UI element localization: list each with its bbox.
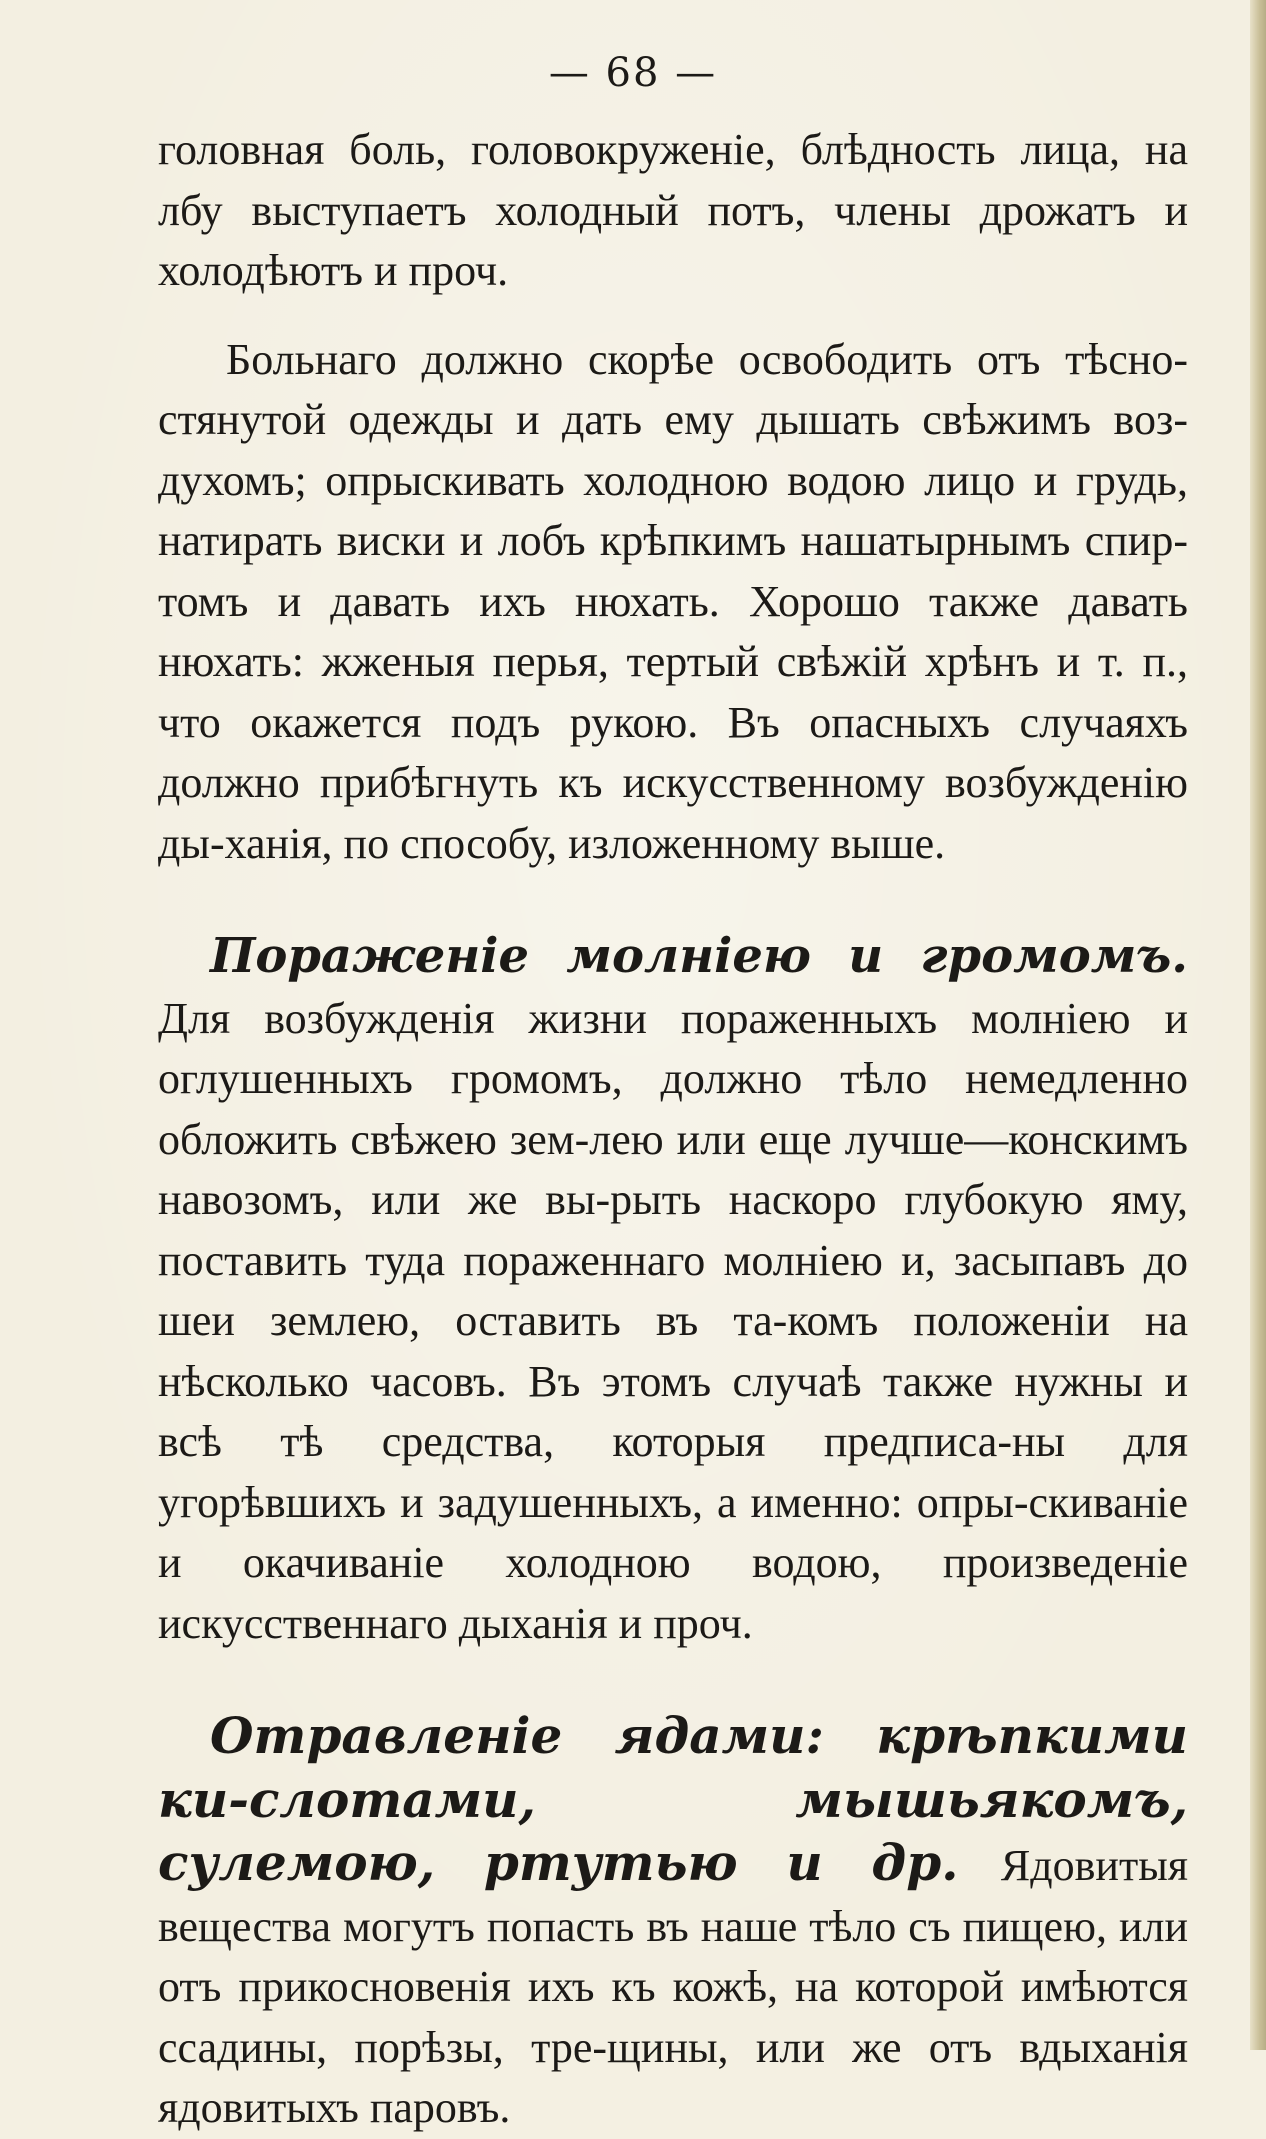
paragraph-lightning-body: Для возбужденія жизни пораженныхъ молніею и оглушенныхъ громомъ, должно тѣло немедленно обложить свѣжею зем-лею или еще лучше—конскимъ навозомъ, или же вы-рыть наскоро глубокую яму, поставить туда пораженнаго молніею и, засыпавъ до шеи землею, оставить въ та-комъ положеніи на нѣсколько часовъ. Въ этомъ случаѣ также нужны и всѣ тѣ средства, которыя предписа-ны для угорѣвшихъ и задушенныхъ, а именно: опры-скиваніе и окачиваніе холодною водою, произведеніе искусственнаго дыханія и проч.: [158, 993, 1188, 1648]
paragraph-symptoms: головная боль, головокруженіе, блѣдность лица, на лбу выступаетъ холодный потъ, члены дрожатъ и холодѣютъ и проч.: [158, 125, 1188, 295]
page-edge-shadow: [1250, 0, 1266, 2050]
page-number: — 68 —: [548, 50, 718, 96]
paragraph-poisoning: [158, 1706, 1188, 2139]
paragraph-lightning: [158, 926, 1188, 1654]
section-heading-lightning: Пораженіе молніею и громомъ.: [210, 928, 1188, 984]
paragraph-treatment: Больнаго должно скорѣе освободить отъ тѣсно-стянутой одежды и дать ему дышать свѣжимъ воз-духомъ; опрыскивать холодною водою лицо и грудь, натирать виски и лобъ крѣпкимъ нашатырнымъ спир-томъ и давать ихъ нюхать. Хорошо также давать нюхать: жженыя перья, тертый свѣжій хрѣнъ и т. п., что окажется подъ рукою. Въ опасныхъ случаяхъ должно прибѣгнуть къ искусственному возбужденію ды-ханія, по способу, изложенному выше.: [158, 334, 1188, 868]
section-heading-poisoning: Отравленіе ядами: крѣпкими ки-слотами, мышьякомъ, сулемою, ртутью и др.: [158, 1706, 1188, 1892]
page-text: [158, 120, 1188, 2139]
paragraph-poisoning-body: Ядовитыя вещества могутъ попасть въ наше тѣло съ пищею, или отъ прикосновенія ихъ къ кожѣ, на которой имѣются ссадины, порѣзы, тре-щины, или же отъ вдыханія ядовитыхъ паровъ.: [158, 1841, 1189, 2132]
